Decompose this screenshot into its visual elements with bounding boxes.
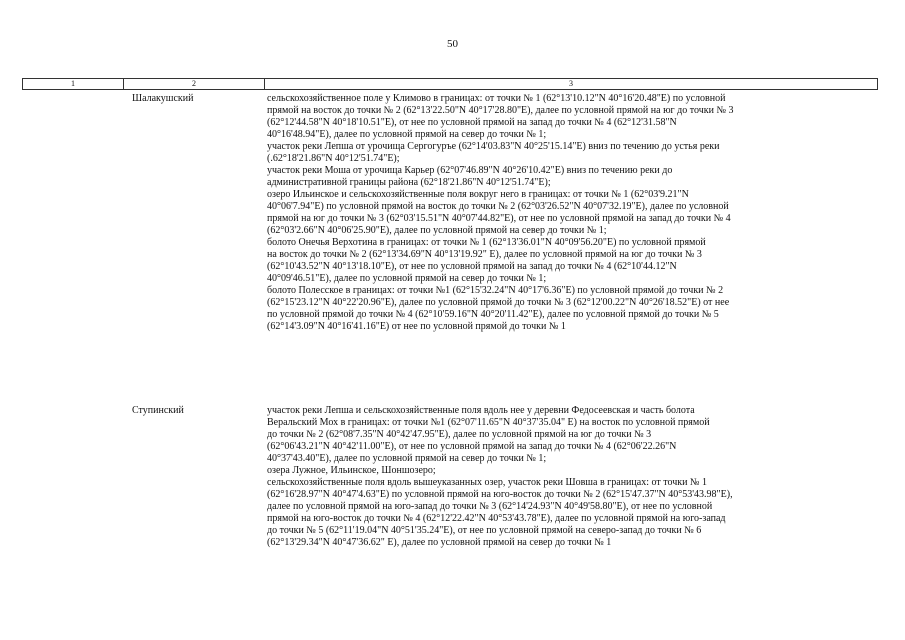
description-line: 40°16'48.94"E), далее по условной прямой на север до точки № 1;	[267, 129, 547, 140]
description-line: болото Онечья Верхотина в границах: от точки № 1 (62°13'36.01"N 40°09'56.20"E) по условной прямой	[267, 237, 706, 248]
description-line: сельскохозяйственное поле у Климово в границах: от точки № 1 (62°13'10.12"N 40°16'20.48"E) по условной	[267, 93, 726, 104]
description-line: (62°14'3.09"N 40°16'41.16"E) от нее по условной прямой до точки № 1	[267, 321, 566, 332]
description-line: Веральский Мох в границах: от точки №1 (62°07'11.65"N 40°37'35.04" E) на восток по условной прямой	[267, 417, 710, 428]
table-header-row	[22, 78, 878, 90]
description-line: 40°06'7.94"E) по условной прямой на восток до точки № 2 (62°03'26.52"N 40°07'32.19"E), далее по условной	[267, 201, 729, 212]
description-line: прямой на юго-восток до точки № 4 (62°12'22.42"N 40°53'43.78"E), далее по условной прямой на юго-запад	[267, 513, 726, 524]
description-line: 40°37'43.40"E), далее по условной прямой на север до точки № 1;	[267, 453, 547, 464]
description-line: прямой на юг до точки № 3 (62°03'15.51"N 40°07'44.82"E), от нее по условной прямой на запад до точки № 4	[267, 213, 731, 224]
description-line: болото Полесское в границах: от точки №1 (62°15'32.24"N 40°17'6.36"E) по условной прямой до точки № 2	[267, 285, 724, 296]
page-number: 50	[447, 38, 458, 50]
description-line: (62°13'29.34"N 40°47'36.62" E), далее по условной прямой на север до точки № 1	[267, 537, 612, 548]
description-line: (62°06'43.21"N 40°42'11.00"E), от нее по условной прямой на запад до точки № 4 (62°06'22.26"N	[267, 441, 677, 452]
description-line: (62°16'28.97"N 40°47'4.63"E) по условной прямой на юго-восток до точки № 2 (62°15'47.37"N 40°53'43.98"E),	[267, 489, 733, 500]
description-line: до точки № 5 (62°11'19.04"N 40°51'35.24"E), от нее по условной прямой на северо-запад до точки № 6	[267, 525, 702, 536]
description-line: далее по условной прямой на юго-запад до точки № 3 (62°14'24.93"N 40°49'58.80"E), от нее по условной	[267, 501, 713, 512]
header-column-3: 3	[569, 79, 573, 88]
description-line: 40°09'46.51"E), далее по условной прямой на север до точки № 1;	[267, 273, 547, 284]
description-line: на восток до точки № 2 (62°13'34.69"N 40°13'19.92" E), далее по условной прямой на юг до точки № 3	[267, 249, 702, 260]
description-line: административной границы района (62°18'21.86"N 40°12'51.74"E);	[267, 177, 551, 188]
header-column-1: 1	[23, 79, 124, 89]
area-description	[267, 405, 873, 549]
description-line: участок реки Лепша от урочища Сергогуръе (62°14'03.83"N 40°25'15.14"E) вниз по течению до устья реки	[267, 141, 720, 152]
description-line: участок реки Моша от урочища Карьер (62°07'46.89"N 40°26'10.42"E) вниз по течению реки до	[267, 165, 673, 176]
description-line: (62°15'23.12"N 40°22'20.96"E), далее по условной прямой до точки № 3 (62°12'00.22"N 40°26'18.52"E) от нее	[267, 297, 730, 308]
area-name: Шалакушский	[132, 93, 194, 104]
description-line: (62°10'43.52"N 40°13'18.10"E), от нее по условной прямой на запад до точки № 4 (62°10'44.12"N	[267, 261, 677, 272]
description-line: прямой на восток до точки № 2 (62°13'22.50"N 40°17'28.80"E), далее по условной прямой на юг до точки № 3	[267, 105, 734, 116]
area-description	[267, 93, 873, 333]
description-line: озера Лужное, Ильинское, Шоншозеро;	[267, 465, 436, 476]
description-line: до точки № 2 (62°08'7.35"N 40°42'47.95"E), далее по условной прямой на юг до точки № 3	[267, 429, 652, 440]
area-name: Ступинский	[132, 405, 184, 416]
description-line: (62°03'2.66"N 40°06'25.90"E), далее по условной прямой на север до точки № 1;	[267, 225, 607, 236]
description-line: участок реки Лепша и сельскохозяйственные поля вдоль нее у деревни Федосеевская и часть болота	[267, 405, 695, 416]
description-line: по условной прямой до точки № 4 (62°10'59.16"N 40°20'11.42"E), далее по условной прямой до точки № 5	[267, 309, 719, 320]
description-line: озеро Ильинское и сельскохозяйственные поля вокруг него в границах: от точки № 1 (62°03'9.21"N	[267, 189, 689, 200]
description-line: (.62°18'21.86"N 40°12'51.74"E);	[267, 153, 400, 164]
description-line: сельскохозяйственные поля вдоль вышеуказанных озер, участок реки Шовша в границах: от точки № 1	[267, 477, 707, 488]
description-line: (62°12'44.58"N 40°18'10.51"E), от нее по условной прямой на запад до точки № 4 (62°12'31.58"N	[267, 117, 677, 128]
header-column-2: 2	[124, 79, 265, 89]
